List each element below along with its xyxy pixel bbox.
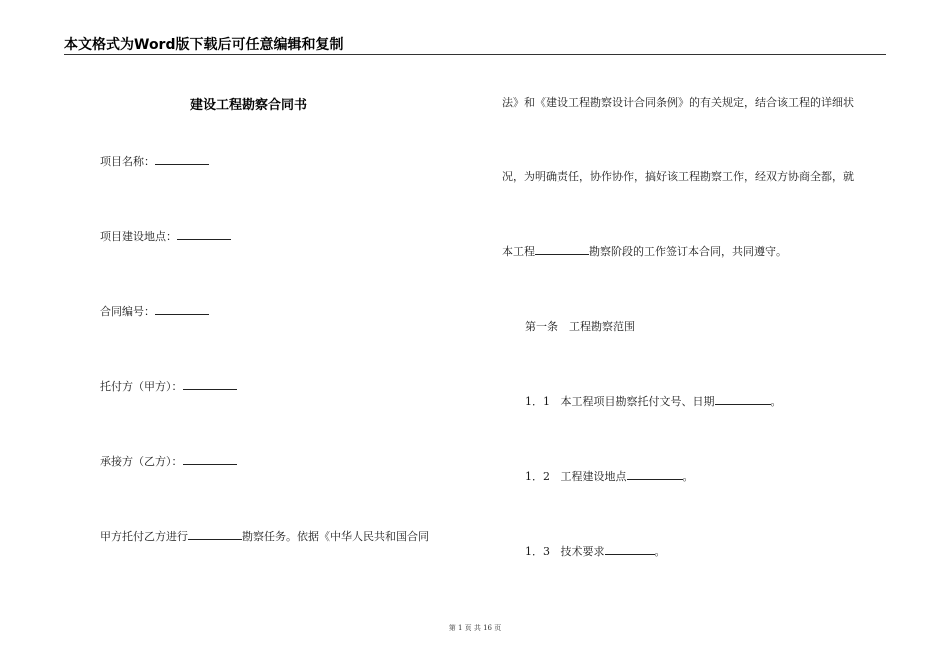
paragraph-text: 本工程 bbox=[502, 245, 535, 258]
paragraph-intro bbox=[100, 528, 429, 544]
field-project-name bbox=[100, 153, 209, 169]
blank-line bbox=[177, 229, 231, 240]
blank-line bbox=[535, 244, 589, 255]
clause-end: 。 bbox=[654, 545, 666, 558]
article-heading: 第一条 工程勘察范围 bbox=[525, 320, 635, 333]
clause-number: 1．3 bbox=[525, 545, 550, 558]
blank-line bbox=[188, 529, 242, 540]
paragraph-line-2: 况，为明确责任，协作协作，搞好该工程勘察工作，经双方协商全都，就 bbox=[502, 170, 854, 183]
clause-1-2 bbox=[525, 468, 694, 484]
field-contract-number bbox=[100, 303, 209, 319]
clause-end: 。 bbox=[770, 395, 782, 408]
clause-text: 工程建设地点 bbox=[560, 470, 627, 483]
field-party-a bbox=[100, 378, 237, 394]
field-label: 合同编号： bbox=[100, 305, 155, 318]
clause-number: 1．2 bbox=[525, 470, 550, 483]
paragraph-text: 甲方托付乙方进行 bbox=[100, 530, 188, 543]
blank-line bbox=[715, 394, 771, 405]
header-divider bbox=[64, 54, 886, 55]
blank-line bbox=[183, 454, 237, 465]
blank-line bbox=[155, 304, 209, 315]
field-label: 项目名称： bbox=[100, 155, 155, 168]
blank-line bbox=[605, 544, 655, 555]
clause-1-3 bbox=[525, 543, 666, 559]
field-label: 承接方（乙方）： bbox=[100, 455, 183, 468]
document-header: 本文格式为Word版下载后可任意编辑和复制 bbox=[64, 37, 344, 53]
blank-line bbox=[627, 469, 683, 480]
clause-text: 技术要求 bbox=[560, 545, 605, 558]
field-project-location bbox=[100, 228, 231, 244]
clause-number: 1．1 bbox=[525, 395, 550, 408]
page-number: 第 1 页 共 16 页 bbox=[448, 624, 502, 632]
paragraph-line-3 bbox=[502, 243, 787, 259]
contract-title: 建设工程勘察合同书 bbox=[190, 98, 308, 113]
blank-line bbox=[155, 154, 209, 165]
paragraph-text: 勘察阶段的工作签订本合同，共同遵守。 bbox=[589, 245, 787, 258]
blank-line bbox=[183, 379, 237, 390]
paragraph-text: 勘察任务。依据《中华人民共和国合同 bbox=[242, 530, 429, 543]
field-label: 托付方（甲方）： bbox=[100, 380, 183, 393]
clause-1-1 bbox=[525, 393, 782, 409]
field-party-b bbox=[100, 453, 237, 469]
field-label: 项目建设地点： bbox=[100, 230, 177, 243]
paragraph-line-1: 法》和《建设工程勘察设计合同条例》的有关规定，结合该工程的详细状 bbox=[502, 96, 854, 109]
clause-end: 。 bbox=[682, 470, 694, 483]
clause-text: 本工程项目勘察托付文号、日期 bbox=[560, 395, 715, 408]
